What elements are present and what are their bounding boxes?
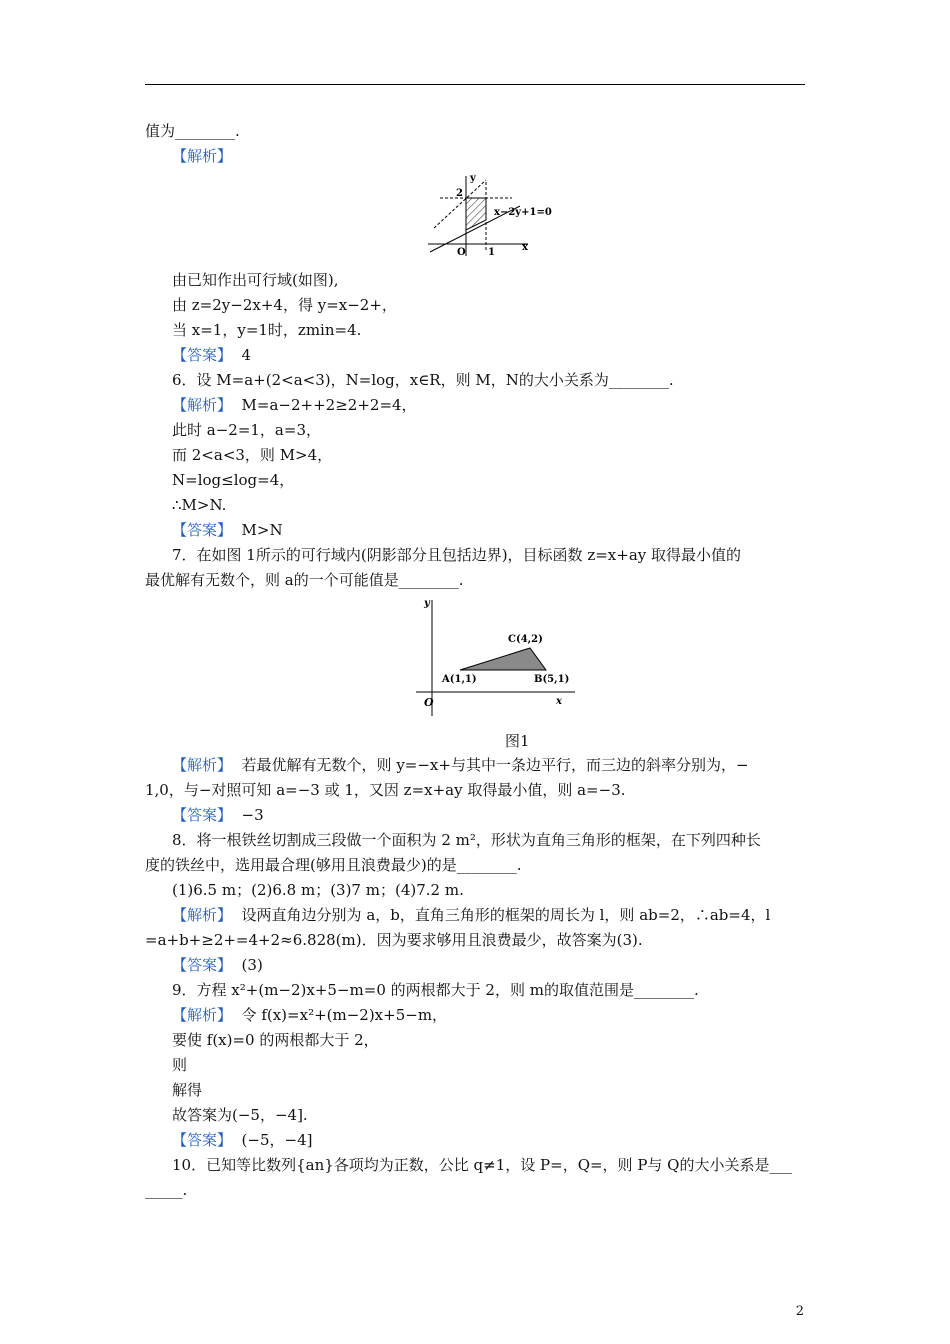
text-line: 最优解有无数个，则 a的一个可能值是________. [145,571,464,589]
point-C-label: C(4,2) [508,634,543,645]
answer-tag-line: 【答案】 4 [172,346,252,364]
page-number: 2 [795,1304,804,1319]
origin-label: O [457,247,466,258]
figure-caption: 图1 [505,732,530,750]
text-line: _____. [145,1181,188,1199]
x-axis-label: x [556,696,562,707]
text-line: 当 x=1，y=1时，zmin=4. [172,321,362,339]
x-axis-label: x [522,242,528,253]
text-line: ∴M>N. [172,496,227,514]
answer-tag-line: 【答案】 −3 [172,806,264,824]
point-A-label: A(1,1) [442,674,477,685]
question-10: 10．已知等比数列{an}各项均为正数，公比 q≠1，设 P=，Q=，则 P与 Q的大小关系是___ [172,1156,792,1174]
analysis-tag-line: 【解析】 令 f(x)=x²+(m−2)x+5−m， [172,1006,448,1024]
analysis-tag-line: 【解析】 M=a−2++2≥2+2=4， [172,396,417,414]
question-9: 9．方程 x²+(m−2)x+5−m=0 的两根都大于 2，则 m的取值范围是________. [172,981,699,999]
text-line: =a+b+≥2+=4+2≈6.828(m)．因为要求够用且浪费最少，故答案为(3). [145,931,643,949]
question-6: 6．设 M=a+(2<a<3)，N=log，x∈R，则 M，N的大小关系为________. [172,371,674,389]
analysis-tag-line: 【解析】 设两直角边分别为 a，b，直角三角形的框架的周长为 l，则 ab=2，∴ab=4，l [172,906,771,924]
origin-label: O [424,696,434,709]
text-line: 而 2<a<3，则 M>4， [172,446,333,464]
point-B-label: B(5,1) [534,674,570,685]
text-line: 故答案为(−5，−4]. [172,1106,308,1124]
text-line: 度的铁丝中，选用最合理(够用且浪费最少)的是________. [145,856,522,874]
tick-label-1: 1 [488,247,495,258]
analysis-tag-line: 【解析】 若最优解有无数个，则 y=−x+与其中一条边平行，而三边的斜率分别为，− [172,756,749,774]
text-line: (1)6.5 m；(2)6.8 m；(3)7 m；(4)7.2 m. [172,881,464,899]
text-line: 要使 f(x)=0 的两根都大于 2， [172,1031,379,1049]
answer-tag-line: 【答案】 (3) [172,956,263,974]
y-axis-label: y [470,173,476,184]
analysis-tag-line: 【解析】 [172,147,233,165]
text-line: 1,0，与−对照可知 a=−3 或 1，又因 z=x+ay 取得最小值，则 a=−3. [145,781,626,799]
y-axis-label: y [424,598,430,609]
question-7: 7．在如图 1所示的可行域内(阴影部分且包括边界)，目标函数 z=x+ay 取得最小值的 [172,546,742,564]
text-line: 值为________. [145,122,240,140]
text-line: 此时 a−2=1，a=3， [172,421,321,439]
text-line: 则 [172,1056,188,1074]
text-line: 解得 [172,1081,203,1099]
text-line: 由已知作出可行域(如图), [172,271,339,289]
tick-label-2: 2 [456,188,463,199]
answer-tag-line: 【答案】 M>N [172,521,283,539]
triangle-ABC [460,648,546,670]
text-line: N=log≤log=4， [172,471,295,489]
answer-tag-line: 【答案】 (−5，−4] [172,1131,313,1149]
feasible-region-figure [420,172,560,258]
triangle-region-figure [410,594,580,720]
question-8: 8．将一根铁丝切割成三段做一个面积为 2 m²，形状为直角三角形的框架，在下列四种长 [172,831,761,849]
line-equation-label: x−2y+1=0 [494,207,552,218]
header-rule [145,84,805,85]
text-line: 由 z=2y−2x+4，得 y=x−2+， [172,296,397,314]
